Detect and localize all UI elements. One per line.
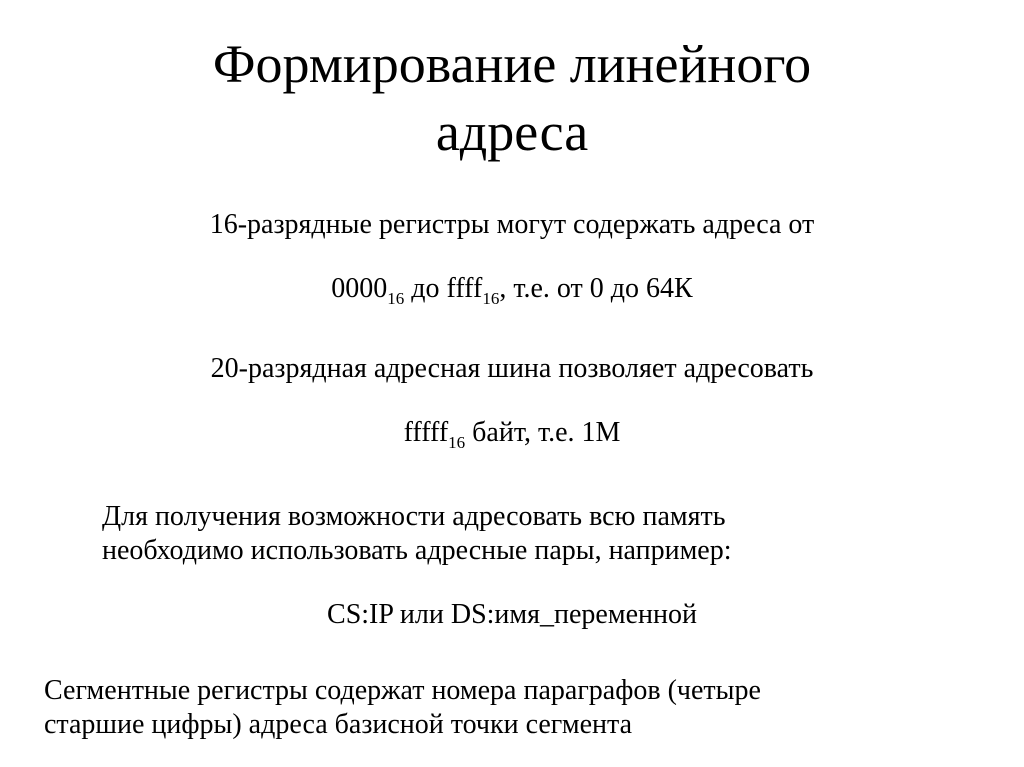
- hex-from-base: 16: [387, 289, 405, 308]
- bus20-line-2: [0, 416, 1024, 450]
- registers16-line-1: 16-разрядные регистры могут содержать адреса от: [209, 209, 815, 240]
- bus-size-text: байт, т.е. 1М: [465, 417, 621, 448]
- hex-to-value: ffff: [446, 273, 483, 304]
- registers16-line-2: [0, 272, 1024, 306]
- bus-hex-value: fffff: [403, 417, 449, 448]
- address-pairs-line-1: Для получения возможности адресовать всю память: [102, 501, 726, 532]
- hex-from-value: 0000: [331, 273, 388, 304]
- segment-registers-line-1: Сегментные регистры содержат номера параграфов (четыре: [44, 675, 761, 706]
- slide-title-line-2: адреса: [435, 102, 589, 162]
- address-pair-example: CS:IP или DS:имя_переменной: [327, 599, 697, 630]
- bus-hex-base: 16: [448, 433, 466, 452]
- address-pairs-paragraph: [102, 500, 732, 568]
- range-text: , т.е. от 0 до 64К: [499, 273, 693, 304]
- segment-registers-paragraph: [44, 674, 761, 742]
- hex-to-base: 16: [482, 289, 500, 308]
- bus20-line-1: 20-разрядная адресная шина позволяет адресовать: [210, 353, 814, 384]
- slide-title: [0, 30, 1024, 166]
- to-word: до: [404, 273, 447, 304]
- address-pairs-line-2: необходимо использовать адресные пары, например:: [102, 535, 732, 566]
- segment-registers-line-2: старшие цифры) адреса базисной точки сегмента: [44, 709, 633, 740]
- slide-title-line-1: Формирование линейного: [212, 34, 812, 94]
